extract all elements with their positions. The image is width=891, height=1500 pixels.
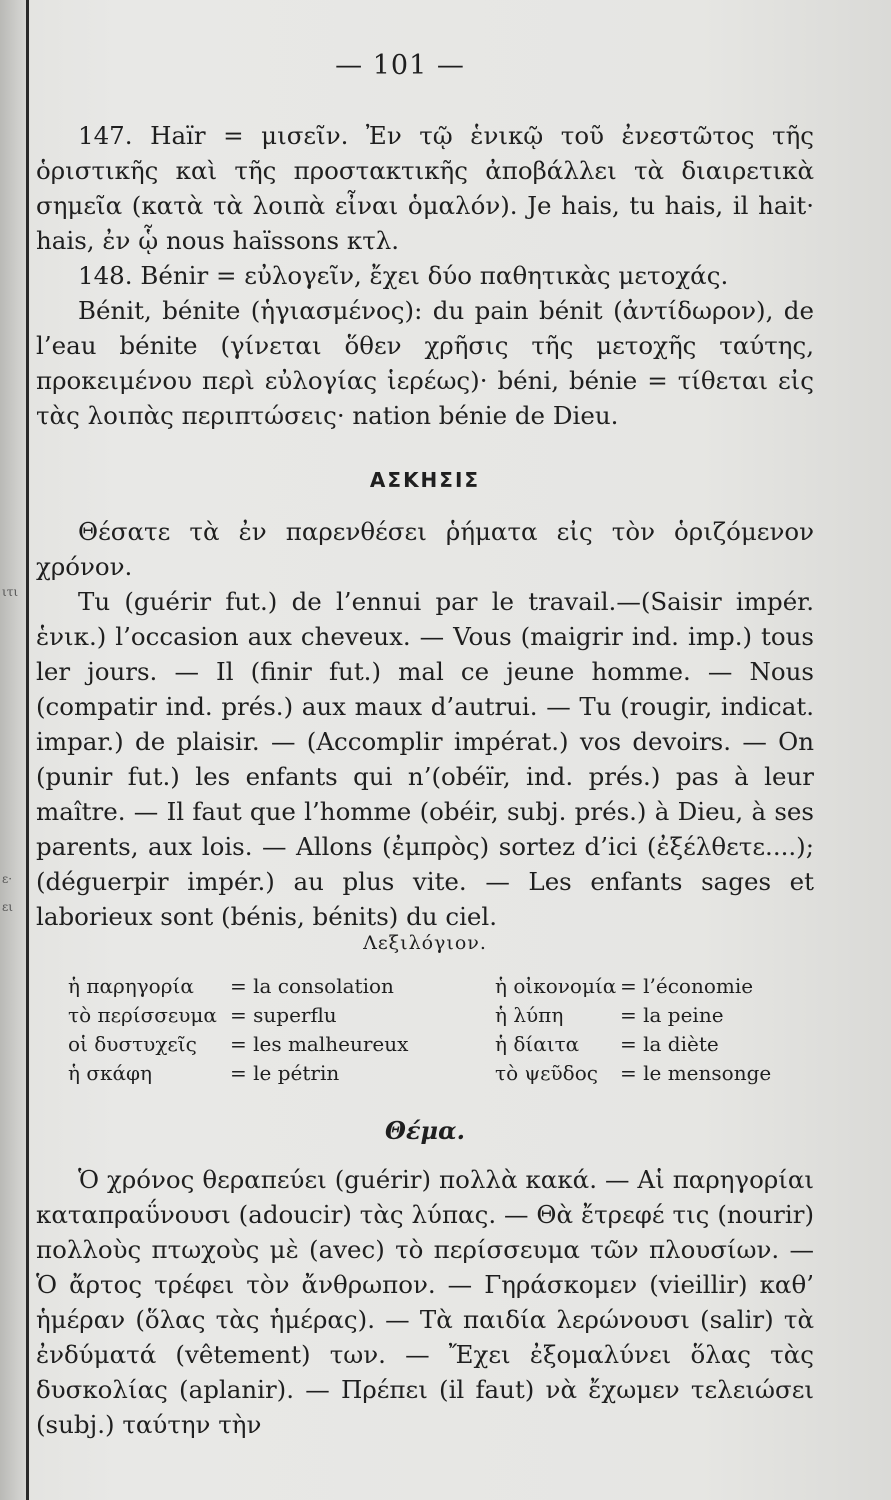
vocab-entry: [495, 1001, 825, 1030]
margin-mark: ει: [2, 900, 13, 914]
margin-mark: ε·: [2, 872, 13, 886]
vocabulary-column-right: [495, 972, 825, 1088]
vocab-greek: οἱ δυστυχεῖς: [68, 1032, 197, 1056]
exercises-instruction: Θέσατε τὰ ἐν παρενθέσει ῥήματα εἰς τὸν ὁριζόμενον χρόνον.: [36, 517, 814, 581]
vocab-french: = le pétrin: [230, 1061, 340, 1085]
vocab-french: = la consolation: [230, 974, 394, 998]
vocabulary-title: Λεξιλόγιον.: [363, 932, 487, 954]
exercises-heading: ΑΣΚΗΣΙΣ: [369, 468, 481, 492]
paragraph-148-body: Bénit, bénite (ἡγιασμένος): du pain bénit (ἀντίδωρον), de l’eau bénite (γίνεται ὅθεν χρῆσις τῆς μετοχῆς ταύτης, προκειμένου περὶ εὐλογίας ἱερέως)· béni, bénie = τίθεται εἰς τὰς λοιπὰς περιπτώσεις· nation bénie de Dieu.: [36, 296, 814, 430]
page-gutter: [0, 0, 29, 1500]
vocab-french: = le mensonge: [620, 1061, 772, 1085]
vocabulary-column-left: [68, 972, 448, 1088]
vocab-french: = la diète: [620, 1032, 719, 1056]
section-147-148: [36, 118, 814, 433]
vocab-entry: [495, 972, 825, 1001]
vocab-entry: [68, 1030, 448, 1059]
exercises-text: Tu (guérir fut.) de l’ennui par le travail.—(Saisir impér. ἑνικ.) l’occasion aux cheveux. — Vous (maigrir ind. imp.) tous ler jours. — Il (finir fut.) mal ce jeune homme. — Nous (compatir ind. prés.) aux maux d’autrui. — Tu (rougir, indicat. impar.) de plaisir. — (Accomplir impérat.) vos devoirs. — On (punir fut.) les enfants qui n’(obéïr, ind. prés.) pas à leur maître. — Il faut que l’homme (obéir, subj. prés.) à Dieu, à ses parents, aux lois. — Allons (ἐμπρὸς) sortez d’ici (ἐξέλθετε....); (déguerpir impér.) au plus vite. — Les enfants sages et laborieux sont (bénis, bénits) du ciel.: [36, 587, 814, 931]
vocab-entry: [495, 1030, 825, 1059]
vocab-greek: τὸ περίσσευμα: [68, 1003, 217, 1027]
vocab-french: = la peine: [620, 1003, 724, 1027]
vocab-greek: ἡ δίαιτα: [495, 1032, 580, 1056]
margin-mark: ιτι: [2, 585, 19, 599]
thema-text: Ὁ χρόνος θεραπεύει (guérir) πολλὰ κακά. — Αἱ παρηγορίαι καταπραΰνουσι (adoucir) τὰς λύπας. — Θὰ ἔτρεφέ τις (nourir) πολλοὺς πτωχοὺς μὲ (avec) τὸ περίσσευμα τῶν πλουσίων. — Ὁ ἄρτος τρέφει τὸν ἄνθρωπον. — Γηράσκομεν (vieillir) καθ’ ἡμέραν (ὅλας τὰς ἡμέρας). — Τὰ παιδία λερώνουσι (salir) τὰ ἐνδύματά (vêtement) των. — Ἔχει ἐξομαλύνει ὅλας τὰς δυσκολίας (aplanir). — Πρέπει (il faut) νὰ ἔχωμεν τελειώσει (subj.) ταύτην τὴν: [36, 1165, 814, 1439]
paragraph-148-title: 148. Bénir = εὐλογεῖν, ἔχει δύο παθητικὰς μετοχάς.: [78, 261, 729, 290]
vocab-greek: ἡ λύπη: [495, 1003, 564, 1027]
vocab-greek: ἡ παρηγορία: [68, 974, 194, 998]
paragraph-147: 147. Haïr = μισεῖν. Ἐν τῷ ἑνικῷ τοῦ ἐνεστῶτος τῆς ὁριστικῆς καὶ τῆς προστακτικῆς ἀποβάλλει τὰ διαιρετικὰ σημεῖα (κατὰ τὰ λοιπὰ εἶναι ὁμαλόν). Je hais, tu hais, il hait· hais, ἐν ᾧ nous haïssons κτλ.: [36, 121, 814, 255]
vocab-greek: ἡ σκάφη: [68, 1061, 152, 1085]
vocab-greek: τὸ ψεῦδος: [495, 1061, 598, 1085]
thema-heading: Θέμα.: [385, 1116, 465, 1145]
vocab-entry: [68, 1059, 448, 1088]
vocab-entry: [495, 1059, 825, 1088]
thema-section: [36, 1162, 814, 1442]
vocab-french: = les malheureux: [230, 1032, 409, 1056]
vocab-greek: ἡ οἰκονομία: [495, 974, 617, 998]
vocab-entry: [68, 1001, 448, 1030]
vocab-french: = l’économie: [620, 974, 754, 998]
page-number: — 101 —: [335, 50, 465, 81]
vocab-french: = superflu: [230, 1003, 337, 1027]
vocab-entry: [68, 972, 448, 1001]
exercises-section: [36, 514, 814, 934]
